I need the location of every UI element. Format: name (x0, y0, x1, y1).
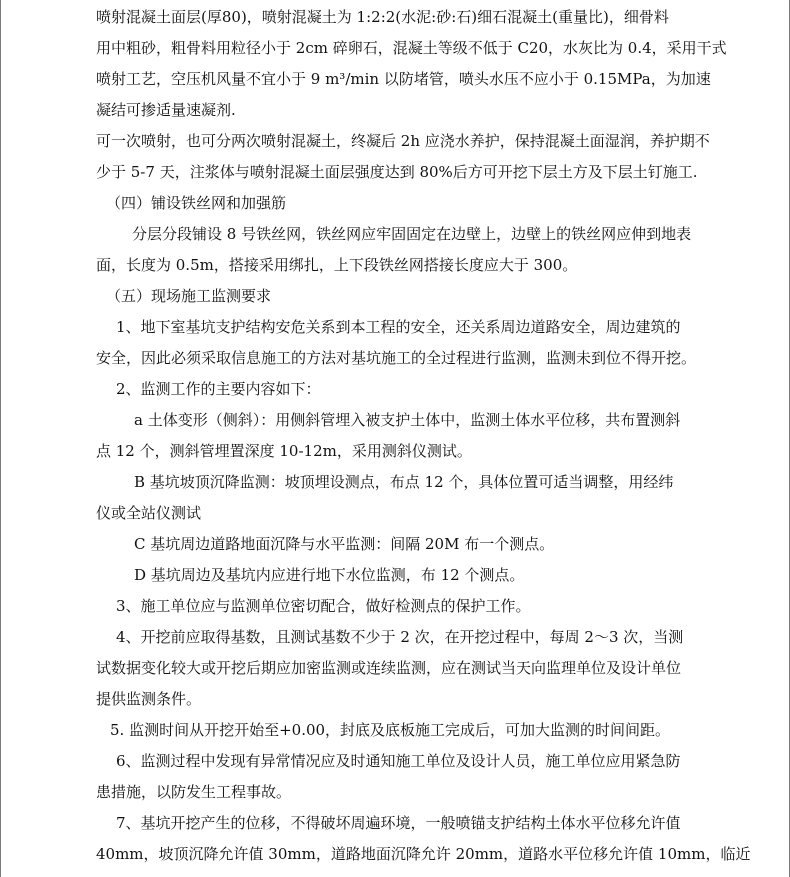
sub-list-item: C 基坑周边道路地面沉降与水平监测：间隔 20M 布一个测点。 (134, 535, 555, 553)
text-line: 可一次喷射，也可分两次喷射混凝土，终凝后 2h 应浇水养护，保持混凝土面湿润，养护期不 (96, 132, 710, 150)
section-heading: （五）现场施工监测要求 (106, 287, 272, 305)
text-line: 喷射混凝土面层(厚80)，喷射混凝土为 1:2:2(水泥:砂:石)细石混凝土(重量比)，细骨料 (96, 8, 669, 26)
sub-list-item: D 基坑周边及基坑内应进行地下水位监测，布 12 个测点。 (134, 566, 525, 584)
text-line: 患措施，以防发生工程事故。 (96, 783, 292, 801)
text-line: 仪或全站仪测试 (96, 504, 202, 522)
text-line: 点 12 个，测斜管埋置深度 10-12m，采用测斜仪测试。 (96, 442, 472, 460)
list-item: 1、地下室基坑支护结构安危关系到本工程的安全，还关系周边道路安全，周边建筑的 (116, 318, 681, 336)
list-item: 5. 监测时间从开挖开始至+0.00，封底及底板施工完成后，可加大监测的时间间距。 (110, 721, 671, 739)
text-line: 面，长度为 0.5m，搭接采用绑扎，上下段铁丝网搭接长度应大于 300。 (96, 256, 578, 274)
sub-list-item: B 基坑坡顶沉降监测：坡顶埋设测点，布点 12 个，具体位置可适当调整，用经纬 (134, 473, 674, 491)
list-item: 7、基坑开挖产生的位移，不得破坏周遍环境，一般喷锚支护结构土体水平位移允许值 (116, 814, 681, 832)
text-line: 凝结可掺适量速凝剂. (96, 101, 236, 119)
text-line: 提供监测条件。 (96, 690, 202, 708)
text-line: 少于 5-7 天，注浆体与喷射混凝土面层强度达到 80%后方可开挖下层土方及下层土钉施工. (96, 163, 698, 181)
list-item: 4、开挖前应取得基数，且测试基数不少于 2 次，在开挖过程中，每周 2～3 次，当测 (116, 628, 684, 646)
list-item: 3、施工单位应与监测单位密切配合，做好检测点的保护工作。 (116, 597, 531, 615)
text-line: 安全，因此必须采取信息施工的方法对基坑施工的全过程进行监测，监测未到位不得开挖。 (96, 349, 697, 367)
text-line: 分层分段铺设 8 号铁丝网，铁丝网应牢固固定在边壁上，边壁上的铁丝网应伸到地表 (132, 225, 692, 243)
section-heading: （四）铺设铁丝网和加强筋 (106, 194, 287, 212)
text-line: 试数据变化较大或开挖后期应加密监测或连续监测，应在测试当天向监理单位及设计单位 (96, 659, 682, 677)
sub-list-item: a 土体变形（侧斜）：用侧斜管埋入被支护土体中，监测土体水平位移，共布置测斜 (134, 411, 681, 429)
text-line: 用中粗砂，粗骨料用粒径小于 2cm 碎卵石，混凝土等级不低于 C20，水灰比为 0.4，采用干式 (96, 39, 727, 57)
page-left-border (0, 0, 1, 877)
text-line: 喷射工艺，空压机风量不宜小于 9 m³/min 以防堵管，喷头水压不应小于 0.15MPa，为加速 (96, 70, 711, 88)
list-item: 2、监测工作的主要内容如下： (116, 380, 321, 398)
list-item: 6、监测过程中发现有异常情况应及时通知施工单位及设计人员，施工单位应用紧急防 (116, 752, 681, 770)
text-line: 40mm，坡顶沉降允许值 30mm，道路地面沉降允许 20mm，道路水平位移允许值 10mm，临近 (96, 845, 751, 863)
